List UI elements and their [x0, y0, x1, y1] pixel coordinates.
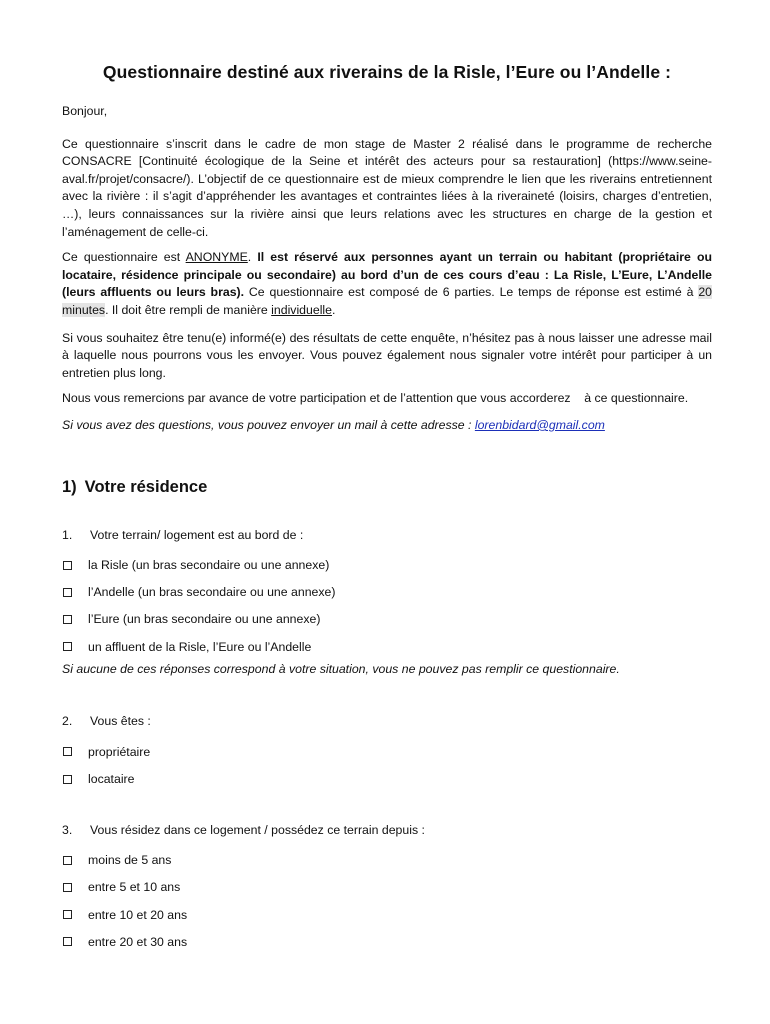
- option-label: entre 10 et 20 ans: [88, 907, 188, 922]
- p2-bold-text: Il est réservé aux personnes ayant un terrain ou habitant (propriétaire ou locataire, résidence principale ou secondaire) au bord d’un de ces cours d’eau : La Risle, L’Eure, L’Andelle (leurs affluents ou leurs bras).: [62, 250, 712, 300]
- option-label: l’Andelle (un bras secondaire ou une annexe): [88, 585, 336, 600]
- option-label: moins de 5 ans: [88, 853, 172, 868]
- section-title: Votre résidence: [84, 477, 208, 496]
- option-andelle[interactable]: [62, 579, 712, 606]
- checkbox-icon[interactable]: [63, 561, 72, 570]
- question-1: [62, 528, 712, 542]
- contact-email-link[interactable]: lorenbidard@gmail.com: [474, 417, 605, 432]
- p2-text-b: .: [247, 250, 258, 265]
- option-eure[interactable]: [62, 606, 712, 633]
- greeting: Bonjour,: [62, 104, 108, 118]
- intro-paragraph-1: Ce questionnaire s’inscrit dans le cadre de mon stage de Master 2 réalisé dans le programme de recherche CONSACRE [Continuité écologique de la Seine et intérêt des acteurs pour sa restauration] (https://www.seine-aval.fr/projet/consacre/). L’objectif de ce questionnaire est de mieux comprendre le lien que les riverains entretiennent avec la rivière : il s’agit d’appréhender les avantages et contraintes liées à la riveraineté (loisirs, charges d’entretien, …), leurs connaissances sur la rivière ainsi que leurs relations avec les structures en charge de la gestion et l’aménagement de celle-ci.: [62, 136, 712, 239]
- p2-text-c: Ce questionnaire est composé de 6 parties. Le temps de réponse est estimé à: [244, 285, 699, 300]
- question-1-options: [62, 552, 712, 661]
- option-label: entre 5 et 10 ans: [88, 880, 181, 895]
- question-number: 2.: [62, 714, 73, 729]
- option-risle[interactable]: [62, 552, 712, 579]
- option-proprietaire[interactable]: [62, 738, 712, 765]
- contact-text: Si vous avez des questions, vous pouvez envoyer un mail à cette adresse :: [62, 417, 475, 432]
- individuelle-text: individuelle: [271, 302, 332, 317]
- checkbox-icon[interactable]: [63, 775, 72, 784]
- checkbox-icon[interactable]: [63, 856, 72, 865]
- checkbox-icon[interactable]: [63, 883, 72, 892]
- question-3-options: [62, 847, 712, 956]
- option-5-10[interactable]: [62, 874, 712, 901]
- p2-text-e: .: [332, 302, 336, 317]
- intro-paragraph-3: Si vous souhaitez être tenu(e) informé(e) des résultats de cette enquête, n’hésitez pas à nous laisser une adresse mail à laquelle nous pourrons vous les envoyer. Vous pouvez également nous signaler votre intérêt pour participer à un entretien plus long.: [62, 330, 712, 380]
- intro-paragraph-4: Nous vous remercions par avance de votre participation et de l’attention que vous accorderez à ce questionnaire.: [62, 391, 689, 406]
- option-10-20[interactable]: [62, 901, 712, 928]
- question-number: 3.: [62, 822, 73, 837]
- question-2-options: [62, 738, 712, 792]
- checkbox-icon[interactable]: [63, 588, 72, 597]
- intro-paragraph-2: [62, 249, 712, 319]
- question-text: Vous résidez dans ce logement / possédez ce terrain depuis :: [90, 822, 425, 837]
- contact-paragraph: [62, 417, 712, 435]
- section-number: 1): [62, 477, 77, 496]
- time-estimate: 20 minutes: [62, 285, 712, 317]
- checkbox-icon[interactable]: [63, 642, 72, 651]
- option-locataire[interactable]: [62, 765, 712, 792]
- option-label: propriétaire: [88, 744, 151, 759]
- question-text: Vous êtes :: [90, 714, 151, 729]
- question-2: [62, 714, 712, 728]
- option-label: l’Eure (un bras secondaire ou une annexe): [88, 612, 321, 627]
- question-number: 1.: [62, 527, 73, 542]
- question-text: Votre terrain/ logement est au bord de :: [90, 527, 304, 542]
- question-1-note: Si aucune de ces réponses correspond à votre situation, vous ne pouvez pas remplir ce questionnaire.: [62, 662, 620, 677]
- option-label: entre 20 et 30 ans: [88, 934, 188, 949]
- checkbox-icon[interactable]: [63, 615, 72, 624]
- anonyme-text: ANONYME: [185, 250, 248, 265]
- option-label: locataire: [88, 772, 135, 787]
- option-affluent[interactable]: [62, 633, 712, 660]
- option-label: la Risle (un bras secondaire ou une annexe): [88, 558, 330, 573]
- checkbox-icon[interactable]: [63, 910, 72, 919]
- question-3: [62, 823, 712, 837]
- section-heading: [62, 478, 712, 497]
- p2-text-a: Ce questionnaire est: [62, 250, 186, 265]
- checkbox-icon[interactable]: [63, 937, 72, 946]
- checkbox-icon[interactable]: [63, 747, 72, 756]
- option-less-5[interactable]: [62, 847, 712, 874]
- option-label: un affluent de la Risle, l’Eure ou l’Andelle: [88, 639, 312, 654]
- page-title: Questionnaire destiné aux riverains de la Risle, l’Eure ou l’Andelle :: [102, 62, 672, 82]
- p2-text-d: . Il doit être rempli de manière: [105, 302, 272, 317]
- option-20-30[interactable]: [62, 928, 712, 955]
